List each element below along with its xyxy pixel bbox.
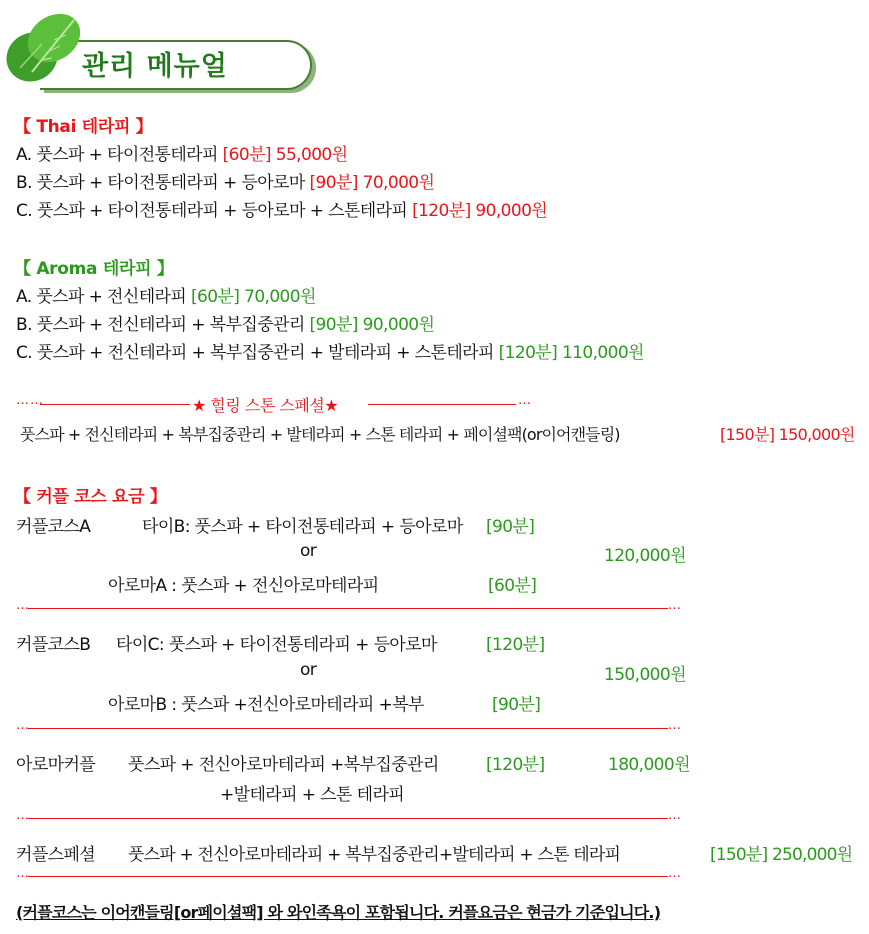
couple-c-dur1: [120분] bbox=[486, 755, 545, 775]
couple-d-line1: 풋스파 + 전신아로마테라피 + 복부집중관리+발테라피 + 스톤 테라피 bbox=[128, 845, 621, 865]
thai-heading: 【 Thai 테라피 】 bbox=[14, 117, 153, 137]
couple-c-price: 180,000원 bbox=[608, 755, 690, 775]
thai-item-b-text: B. 풋스파 + 타이전통테라피 + 등아로마 bbox=[16, 173, 310, 193]
couple-a-label: 커플코스A bbox=[16, 517, 91, 537]
couple-divider-4-dots-right: … bbox=[668, 866, 682, 881]
thai-item-b bbox=[16, 168, 434, 193]
couple-divider-4-dots-left: … bbox=[16, 866, 30, 881]
aroma-item-a-price: [60분] 70,000원 bbox=[190, 287, 316, 307]
couple-a-line2: 아로마A : 풋스파 + 전신아로마테라피 bbox=[108, 576, 379, 596]
thai-item-c bbox=[16, 196, 547, 221]
aroma-item-b-text: B. 풋스파 + 전신테라피 + 복부집중관리 bbox=[16, 315, 310, 335]
couple-divider-3 bbox=[28, 818, 668, 819]
couple-divider-3-dots-right: … bbox=[668, 808, 682, 823]
special-dots-right: … bbox=[518, 393, 532, 408]
aroma-item-c bbox=[16, 338, 644, 363]
header-badge bbox=[0, 0, 330, 100]
thai-item-a bbox=[16, 140, 347, 165]
couple-c-label: 아로마커플 bbox=[16, 755, 96, 775]
thai-item-c-price: [120분] 90,000원 bbox=[412, 201, 548, 221]
couple-divider-3-dots-left: … bbox=[16, 808, 30, 823]
thai-item-a-text: A. 풋스파 + 타이전통테라피 bbox=[16, 145, 223, 165]
couple-c-line1: 풋스파 + 전신아로마테라피 +복부집중관리 bbox=[128, 755, 439, 775]
footer-note: (커플코스는 이어캔들링[or페이셜팩] 와 와인족욕이 포함됩니다. 커플요금은 현금가 기준입니다.) bbox=[16, 903, 661, 922]
couple-divider-2-dots-right: … bbox=[668, 718, 682, 733]
couple-a-or: or bbox=[300, 541, 317, 561]
aroma-item-c-text: C. 풋스파 + 전신테라피 + 복부집중관리 + 발테라피 + 스톤테라피 bbox=[16, 343, 499, 363]
aroma-item-b bbox=[16, 310, 434, 335]
leaf-icon bbox=[2, 2, 88, 92]
special-rule-right bbox=[368, 404, 516, 405]
couple-heading: 【 커플 코스 요금 】 bbox=[14, 487, 167, 507]
couple-divider-2-dots-left: … bbox=[16, 718, 30, 733]
special-price: [150분] 150,000원 bbox=[720, 425, 855, 444]
aroma-item-b-price: [90분] 90,000원 bbox=[309, 315, 435, 335]
couple-a-dur1: [90분] bbox=[486, 517, 535, 537]
couple-b-price: 150,000원 bbox=[604, 665, 686, 685]
couple-b-dur1: [120분] bbox=[486, 635, 545, 655]
couple-b-line1: 타이C: 풋스파 + 타이전통테라피 + 등아로마 bbox=[116, 635, 437, 655]
couple-divider-4 bbox=[28, 876, 668, 877]
aroma-heading: 【 Aroma 테라피 】 bbox=[14, 259, 174, 279]
couple-b-dur2: [90분] bbox=[492, 695, 541, 715]
page-title: 관리 메뉴얼 bbox=[82, 51, 228, 82]
couple-divider-1 bbox=[28, 608, 668, 609]
couple-c-line2: +발테라피 + 스톤 테라피 bbox=[220, 785, 405, 805]
special-heading: ★ 힐링 스톤 스페셜★ bbox=[192, 396, 339, 415]
couple-d-price: [150분] 250,000원 bbox=[710, 845, 853, 865]
couple-divider-2 bbox=[28, 728, 668, 729]
couple-a-dur2: [60분] bbox=[488, 576, 537, 596]
couple-a-line1: 타이B: 풋스파 + 타이전통테라피 + 등아로마 bbox=[142, 517, 463, 537]
couple-divider-1-dots-left: … bbox=[16, 598, 30, 613]
special-rule-left bbox=[40, 404, 190, 405]
thai-item-a-price: [60분] 55,000원 bbox=[222, 145, 348, 165]
couple-d-label: 커플스페셜 bbox=[16, 845, 96, 865]
aroma-item-a-text: A. 풋스파 + 전신테라피 bbox=[16, 287, 191, 307]
couple-b-line2: 아로마B : 풋스파 +전신아로마테라피 +복부 bbox=[108, 695, 424, 715]
couple-a-price: 120,000원 bbox=[604, 546, 686, 566]
special-text: 풋스파 + 전신테라피 + 복부집중관리 + 발테라피 + 스톤 테라피 + 페이셜팩(or이어캔들링) bbox=[20, 425, 620, 444]
aroma-item-c-price: [120분] 110,000원 bbox=[498, 343, 644, 363]
couple-b-label: 커플코스B bbox=[16, 635, 91, 655]
couple-b-or: or bbox=[300, 660, 317, 680]
aroma-item-a bbox=[16, 282, 316, 307]
couple-divider-1-dots-right: … bbox=[668, 598, 682, 613]
thai-item-c-text: C. 풋스파 + 타이전통테라피 + 등아로마 + 스톤테라피 bbox=[16, 201, 413, 221]
special-dots-left: …… bbox=[16, 393, 44, 408]
thai-item-b-price: [90분] 70,000원 bbox=[309, 173, 435, 193]
